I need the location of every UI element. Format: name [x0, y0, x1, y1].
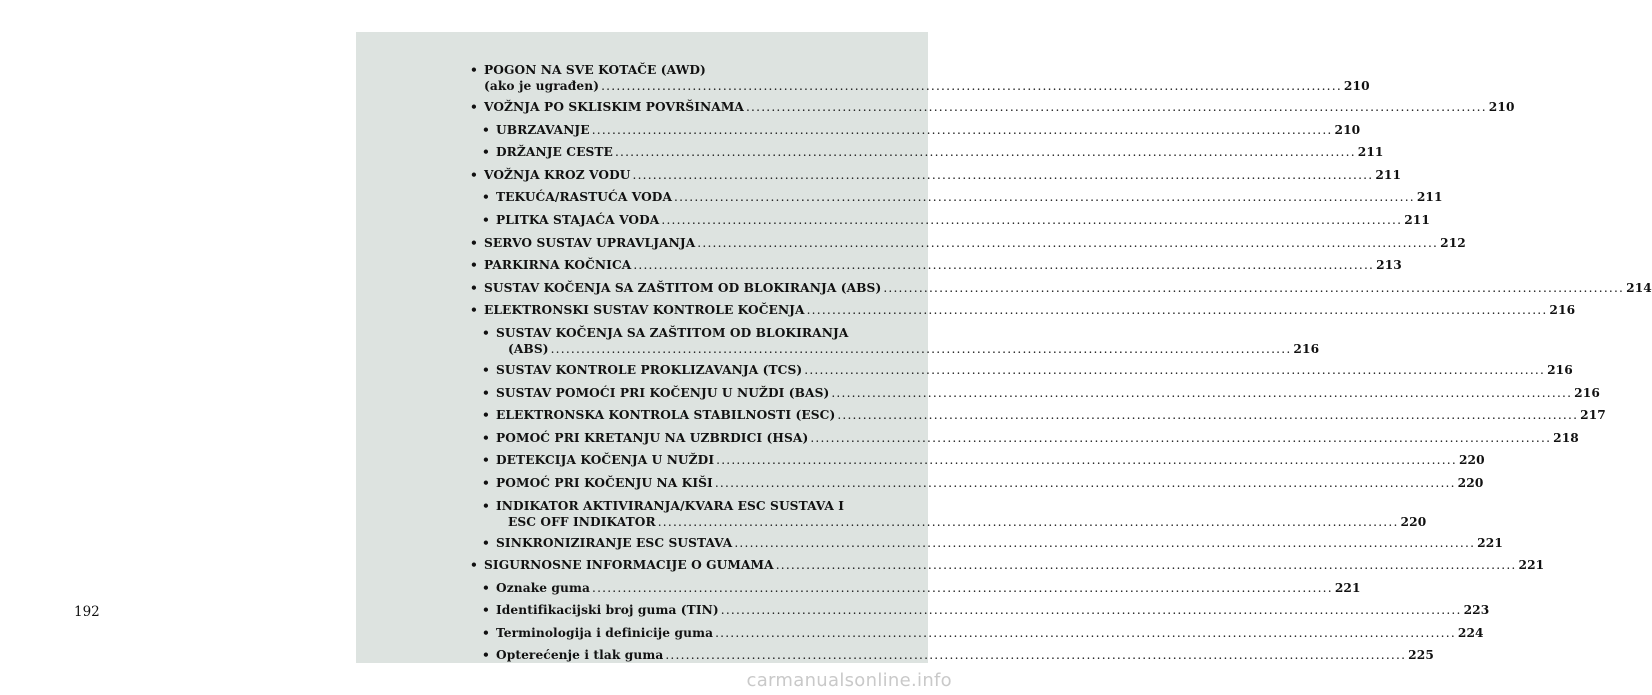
dot-leader: [633, 168, 1374, 183]
toc-entry-page: 211: [1357, 145, 1384, 160]
dot-leader: [633, 258, 1374, 273]
toc-entry-title: SUSTAV KOČENJA SA ZAŠTITOM OD BLOKIRANJA: [496, 325, 849, 340]
toc-entry-title: POMOĆ PRI KOČENJU NA KIŠI: [496, 475, 713, 490]
toc-entry-page: 216: [1549, 303, 1576, 318]
toc-entry: [470, 475, 1484, 499]
bullet-icon: •: [482, 145, 490, 160]
toc-entry: [470, 362, 1573, 386]
toc-entry: [470, 280, 1652, 304]
toc-entry: [470, 535, 1503, 559]
watermark: carmanualsonline.info: [746, 670, 952, 691]
bullet-icon: •: [482, 385, 490, 400]
dot-leader: [883, 281, 1624, 296]
toc-entry: [470, 145, 1384, 168]
toc-entry-page: 210: [1488, 100, 1515, 114]
dot-leader: [658, 515, 1399, 530]
bullet-icon: •: [482, 430, 490, 445]
toc-entry: [470, 190, 1443, 213]
dot-leader: [661, 213, 1402, 228]
toc-entry: [470, 498, 1427, 536]
toc-entry-page: 216: [1574, 385, 1600, 400]
toc-entry-title: POMOĆ PRI KRETANJU NA UZBRDICI (HSA): [496, 430, 809, 445]
toc-entry: [470, 235, 1466, 259]
bullet-icon: •: [470, 280, 478, 295]
toc-entry-page: 216: [1293, 341, 1320, 356]
bullet-icon: •: [470, 235, 478, 250]
toc-entry-title: SIGURNOSNE INFORMACIJE O GUMAMA: [484, 558, 774, 573]
toc-entry: [470, 430, 1579, 454]
page-number: 192: [74, 604, 100, 620]
bullet-icon: •: [482, 212, 490, 227]
dot-leader: [807, 303, 1548, 318]
dot-leader: [715, 626, 1456, 641]
toc-entry-title: SUSTAV KONTROLE PROKLIZAVANJA (TCS): [496, 362, 803, 377]
bullet-icon: •: [470, 100, 478, 114]
toc-entry-title: UBRZAVANJE: [496, 122, 590, 137]
toc-entry-title: SUSTAV KOČENJA SA ZAŠTITOM OD BLOKIRANJA (ABS): [484, 280, 882, 295]
dot-leader: [674, 190, 1415, 205]
toc-entry: [470, 625, 1484, 649]
dot-leader: [601, 79, 1342, 94]
table-of-contents: [470, 63, 1652, 671]
dot-leader: [665, 648, 1406, 663]
toc-entry-title: TEKUĆA/RASTUĆA VODA: [496, 190, 673, 205]
toc-entry-page: 220: [1400, 514, 1427, 529]
toc-entry: [470, 63, 1370, 100]
toc-entry-title: ELEKTRONSKI SUSTAV KONTROLE KOČENJA: [484, 303, 805, 318]
bullet-icon: •: [482, 453, 490, 468]
toc-entry: [470, 408, 1606, 431]
toc-entry-title: PLITKA STAJAĆA VODA: [496, 212, 660, 227]
toc-entry: [470, 167, 1402, 191]
toc-entry-title: POGON NA SVE KOTAČE (AWD): [484, 63, 706, 77]
dot-leader: [592, 123, 1333, 138]
toc-entry-page: 211: [1404, 212, 1430, 227]
toc-entry-title: Identifikacijski broj guma (TIN): [496, 603, 719, 618]
toc-entry: [470, 648, 1434, 671]
bullet-icon: •: [482, 498, 490, 513]
toc-entry-page: 221: [1334, 580, 1361, 595]
toc-entry-title: VOŽNJA PO SKLISKIM POVRŠINAMA: [484, 100, 744, 114]
dot-leader: [810, 431, 1551, 446]
dot-leader: [615, 145, 1356, 160]
toc-entry: [470, 603, 1490, 626]
bullet-icon: •: [470, 303, 478, 318]
bullet-icon: •: [482, 325, 490, 340]
bullet-icon: •: [482, 122, 490, 137]
toc-entry-title: DETEKCIJA KOČENJA U NUŽDI: [496, 453, 715, 468]
toc-entry-continuation: ESC OFF INDIKATOR: [508, 514, 656, 529]
toc-entry: [470, 122, 1361, 146]
dot-leader: [716, 453, 1457, 468]
toc-entry-page: 220: [1457, 475, 1484, 490]
bullet-icon: •: [482, 535, 490, 550]
toc-entry: [470, 212, 1430, 236]
toc-entry-page: 210: [1334, 122, 1361, 137]
bullet-icon: •: [482, 648, 490, 663]
bullet-icon: •: [482, 625, 490, 640]
toc-entry-title: SERVO SUSTAV UPRAVLJANJA: [484, 235, 696, 250]
toc-entry-page: 211: [1375, 167, 1402, 182]
bullet-icon: •: [482, 603, 490, 618]
toc-entry-title: VOŽNJA KROZ VODU: [484, 167, 631, 182]
toc-entry: [470, 303, 1576, 326]
toc-entry-title: INDIKATOR AKTIVIRANJA/KVARA ESC SUSTAVA I: [496, 498, 845, 513]
toc-entry: [470, 453, 1485, 476]
bullet-icon: •: [470, 558, 478, 573]
toc-entry: [470, 385, 1600, 409]
toc-entry: [470, 258, 1402, 281]
toc-entry-page: 214: [1626, 280, 1652, 295]
dot-leader: [837, 408, 1578, 423]
bullet-icon: •: [470, 258, 478, 273]
dot-leader: [697, 236, 1438, 251]
dot-leader: [746, 100, 1487, 115]
bullet-icon: •: [482, 190, 490, 205]
toc-entry: [470, 100, 1515, 123]
toc-entry-title: SUSTAV POMOĆI PRI KOČENJU U NUŽDI (BAS): [496, 385, 830, 400]
bullet-icon: •: [482, 475, 490, 490]
toc-entry-title: Oznake guma: [496, 580, 591, 595]
toc-entry-title: SINKRONIZIRANJE ESC SUSTAVA: [496, 535, 733, 550]
bullet-icon: •: [470, 167, 478, 182]
toc-entry: [470, 325, 1320, 363]
dot-leader: [551, 342, 1292, 357]
dot-leader: [776, 558, 1517, 573]
dot-leader: [592, 581, 1333, 596]
toc-entry: [470, 580, 1361, 604]
toc-entry-title: Opterećenje i tlak guma: [496, 648, 664, 663]
toc-entry-title: ELEKTRONSKA KONTROLA STABILNOSTI (ESC): [496, 408, 836, 423]
toc-entry-continuation: (ako je ugrađen): [484, 79, 600, 93]
toc-entry-page: 220: [1458, 453, 1485, 468]
dot-leader: [831, 386, 1572, 401]
toc-entry-page: 212: [1440, 235, 1466, 250]
toc-entry-page: 217: [1580, 408, 1606, 423]
toc-entry-page: 221: [1477, 535, 1503, 550]
toc-entry-page: 213: [1376, 258, 1402, 273]
toc-entry-page: 218: [1553, 430, 1579, 445]
toc-entry-page: 224: [1457, 625, 1484, 640]
toc-entry-page: 211: [1416, 190, 1443, 205]
toc-entry-page: 216: [1547, 362, 1573, 377]
toc-entry-page: 221: [1518, 558, 1545, 573]
toc-entry-title: PARKIRNA KOČNICA: [484, 258, 632, 273]
toc-entry-continuation: (ABS): [508, 341, 549, 356]
toc-entry-page: 210: [1343, 79, 1370, 93]
dot-leader: [715, 476, 1456, 491]
toc-entry-page: 225: [1408, 648, 1434, 663]
toc-entry-title: DRŽANJE CESTE: [496, 145, 613, 160]
toc-entry-title: Terminologija i definicije guma: [496, 625, 714, 640]
toc-entry-page: 223: [1463, 603, 1490, 618]
dot-leader: [721, 603, 1462, 618]
dot-leader: [734, 536, 1475, 551]
bullet-icon: •: [482, 580, 490, 595]
bullet-icon: •: [482, 362, 490, 377]
toc-entry: [470, 558, 1545, 581]
bullet-icon: •: [470, 63, 478, 77]
bullet-icon: •: [482, 408, 490, 423]
dot-leader: [804, 363, 1545, 378]
